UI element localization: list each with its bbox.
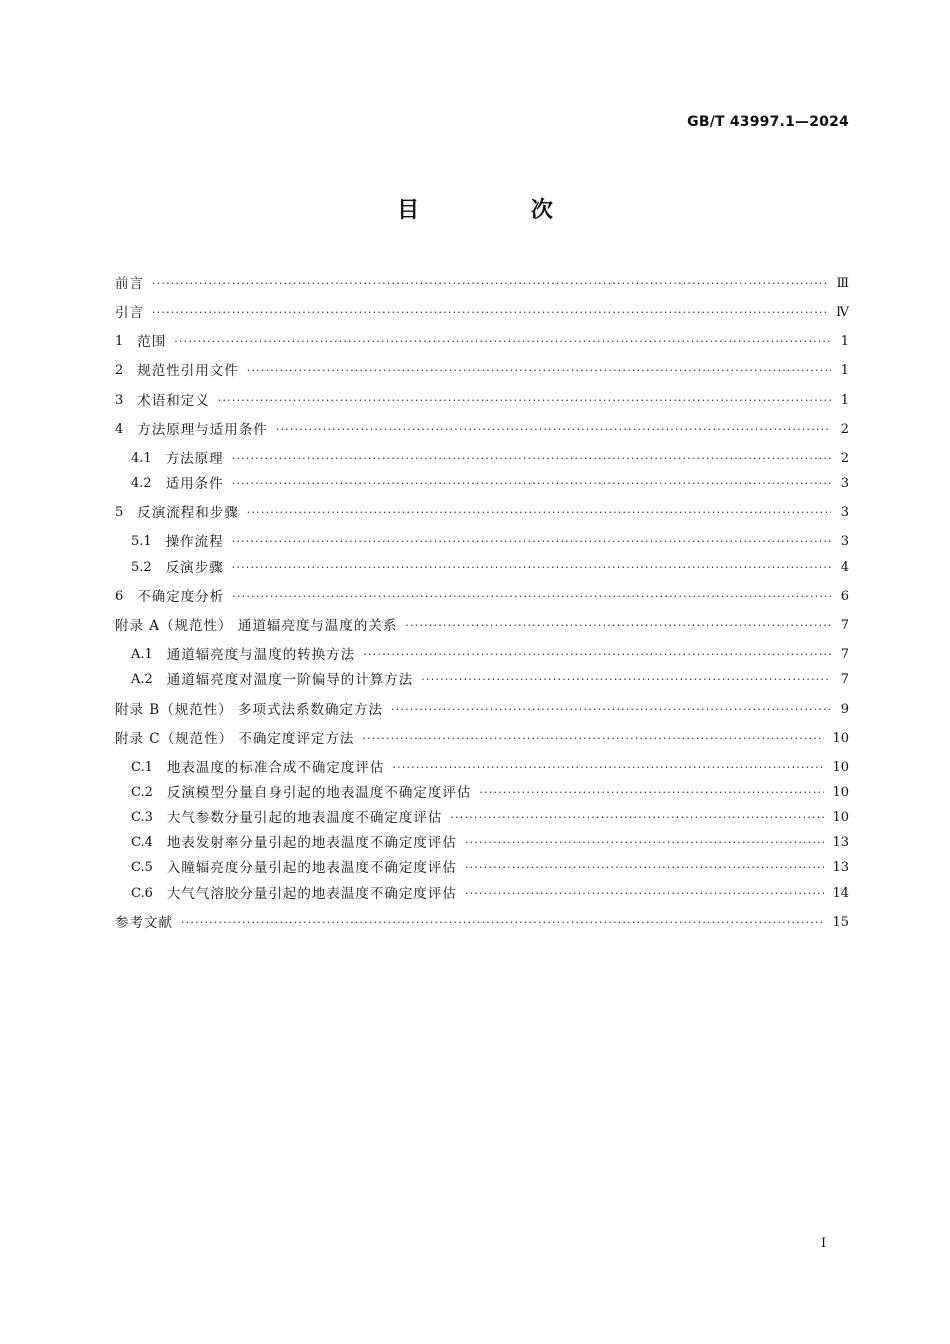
toc-leader — [465, 884, 825, 904]
toc-entry-page: 4 — [840, 560, 849, 575]
toc-leader — [232, 449, 831, 469]
toc-entry-label: 大气参数分量引起的地表温度不确定度评估 — [166, 810, 443, 826]
toc-entry-page: 7 — [840, 618, 849, 633]
toc-entry-number: 4.1 — [131, 451, 152, 466]
toc-entry[interactable] — [115, 391, 849, 411]
toc-entry-label: 方法原理与适用条件 — [137, 422, 268, 438]
toc-entry-page: 2 — [840, 451, 849, 466]
toc-leader — [174, 332, 831, 352]
toc-leader — [479, 783, 824, 803]
toc-entry-page: 6 — [840, 589, 849, 604]
toc-entry-number: 3 — [115, 393, 124, 408]
toc-entry-label: 规范性引用文件 — [137, 363, 239, 379]
toc-entry-page: 15 — [832, 915, 849, 930]
toc-entry-label: 操作流程 — [165, 534, 224, 550]
toc-entry-label: 参考文献 — [115, 915, 173, 931]
page-number: I — [821, 1236, 827, 1251]
toc-entry[interactable] — [115, 503, 849, 523]
toc-leader — [392, 758, 824, 778]
toc-entry[interactable] — [115, 420, 849, 440]
toc-entry-number: C.3 — [131, 810, 153, 825]
toc-leader — [421, 670, 831, 690]
toc-entry-label: 适用条件 — [165, 476, 224, 492]
toc-entry-page: 3 — [840, 534, 849, 549]
toc-entry-number: A.1 — [131, 647, 153, 662]
toc-entry-label: 入瞳辐亮度分量引起的地表温度不确定度评估 — [166, 860, 457, 876]
toc-entry-label: 反演流程和步骤 — [137, 505, 239, 521]
toc-entry[interactable] — [131, 449, 849, 469]
toc-entry[interactable] — [115, 587, 849, 607]
toc-entry-page: 1 — [840, 334, 849, 349]
toc-entry[interactable] — [131, 808, 849, 828]
toc-entry-label: 方法原理 — [165, 451, 224, 467]
toc-entry-page: 13 — [832, 860, 849, 875]
toc-entry[interactable] — [115, 332, 849, 352]
toc-entry-label: 术语和定义 — [137, 393, 210, 409]
toc-leader — [405, 616, 831, 636]
toc-entry[interactable] — [115, 700, 849, 720]
toc-leader — [276, 420, 831, 440]
toc-entry-number: C.5 — [131, 860, 153, 875]
toc-entry[interactable] — [115, 274, 849, 294]
toc-entry-label: 地表发射率分量引起的地表温度不确定度评估 — [166, 835, 457, 851]
toc-leader — [232, 587, 831, 607]
toc-entry-page: 7 — [840, 672, 849, 687]
toc-entry-page: 14 — [832, 886, 849, 901]
toc-entry-number: 4.2 — [131, 476, 152, 491]
toc-leader — [247, 361, 831, 381]
toc-entry-page: 7 — [840, 647, 849, 662]
toc-entry-number: 4 — [115, 422, 124, 437]
toc-entry[interactable] — [131, 858, 849, 878]
toc-entry-page: 1 — [840, 363, 849, 378]
toc-entry-number: C.1 — [131, 760, 153, 775]
toc-entry[interactable] — [115, 729, 849, 749]
toc-entry[interactable] — [131, 884, 849, 904]
toc-leader — [465, 858, 825, 878]
toc-entry-page: 10 — [832, 731, 849, 746]
toc-entry[interactable] — [115, 303, 849, 323]
toc-leader — [152, 303, 828, 323]
toc-entry-label: 不确定度分析 — [137, 589, 225, 605]
toc-entry-label: 通道辐亮度对温度一阶偏导的计算方法 — [166, 672, 414, 688]
toc-leader — [181, 913, 824, 933]
toc-entry[interactable] — [131, 558, 849, 578]
toc-leader — [232, 474, 831, 494]
toc-entry-label: 附录 C（规范性） 不确定度评定方法 — [115, 731, 355, 747]
doc-number: GB/T 43997.1—2024 — [687, 114, 849, 130]
toc-entry[interactable] — [115, 913, 849, 933]
toc-entry-number: 5 — [115, 505, 124, 520]
toc-entry-number: 6 — [115, 589, 124, 604]
toc-entry-number: 5.1 — [131, 534, 152, 549]
toc-entry-page: 1 — [840, 393, 849, 408]
toc-entry-page: 3 — [840, 505, 849, 520]
toc-entry[interactable] — [131, 670, 849, 690]
toc-leader — [450, 808, 824, 828]
toc-entry-label: 反演步骤 — [165, 560, 224, 576]
toc-entry-label: 附录 A（规范性） 通道辐亮度与温度的关系 — [115, 618, 398, 634]
toc-entry-number: C.6 — [131, 886, 153, 901]
toc-leader — [465, 833, 825, 853]
toc-leader — [362, 729, 824, 749]
toc-leader — [247, 503, 831, 523]
toc-entry-label: 附录 B（规范性） 多项式法系数确定方法 — [115, 702, 384, 718]
toc-entry-number: 5.2 — [131, 560, 152, 575]
toc-entry-page: 10 — [832, 810, 849, 825]
toc-entry[interactable] — [131, 783, 849, 803]
toc-entry-page: 13 — [832, 835, 849, 850]
toc-entry-page: Ⅲ — [836, 276, 849, 291]
toc-entry-number: C.4 — [131, 835, 153, 850]
toc-entry[interactable] — [131, 532, 849, 552]
toc-leader — [232, 532, 831, 552]
toc-entry-page: 10 — [832, 785, 849, 800]
page-title: 目 次 — [397, 198, 605, 223]
toc-leader — [152, 274, 828, 294]
toc-entry-number: 1 — [115, 334, 124, 349]
toc-entry-page: 10 — [832, 760, 849, 775]
toc-entry-page: 2 — [840, 422, 849, 437]
toc-leader — [391, 700, 831, 720]
toc-entry-number: 2 — [115, 363, 124, 378]
toc-entry-page: 3 — [840, 476, 849, 491]
toc-leader — [363, 645, 831, 665]
toc-entry-page: Ⅳ — [836, 305, 849, 320]
toc-entry[interactable] — [131, 758, 849, 778]
toc-entry-label: 前言 — [115, 276, 144, 292]
toc-entry-number: C.2 — [131, 785, 153, 800]
toc-entry-page: 9 — [840, 702, 849, 717]
toc-entry[interactable] — [131, 474, 849, 494]
toc-entry[interactable] — [115, 616, 849, 636]
toc-entry-label: 地表温度的标准合成不确定度评估 — [166, 760, 385, 776]
toc-entry-label: 大气气溶胶分量引起的地表温度不确定度评估 — [166, 886, 457, 902]
toc-entry[interactable] — [115, 361, 849, 381]
toc-entry-number: A.2 — [131, 672, 153, 687]
toc-entry-label: 通道辐亮度与温度的转换方法 — [166, 647, 356, 663]
toc-entry[interactable] — [131, 833, 849, 853]
toc-leader — [232, 558, 831, 578]
toc-entry-label: 引言 — [115, 305, 144, 321]
toc-entry[interactable] — [131, 645, 849, 665]
toc-entry-label: 范围 — [137, 334, 167, 350]
toc-leader — [218, 391, 831, 411]
toc-entry-label: 反演模型分量自身引起的地表温度不确定度评估 — [166, 785, 472, 801]
